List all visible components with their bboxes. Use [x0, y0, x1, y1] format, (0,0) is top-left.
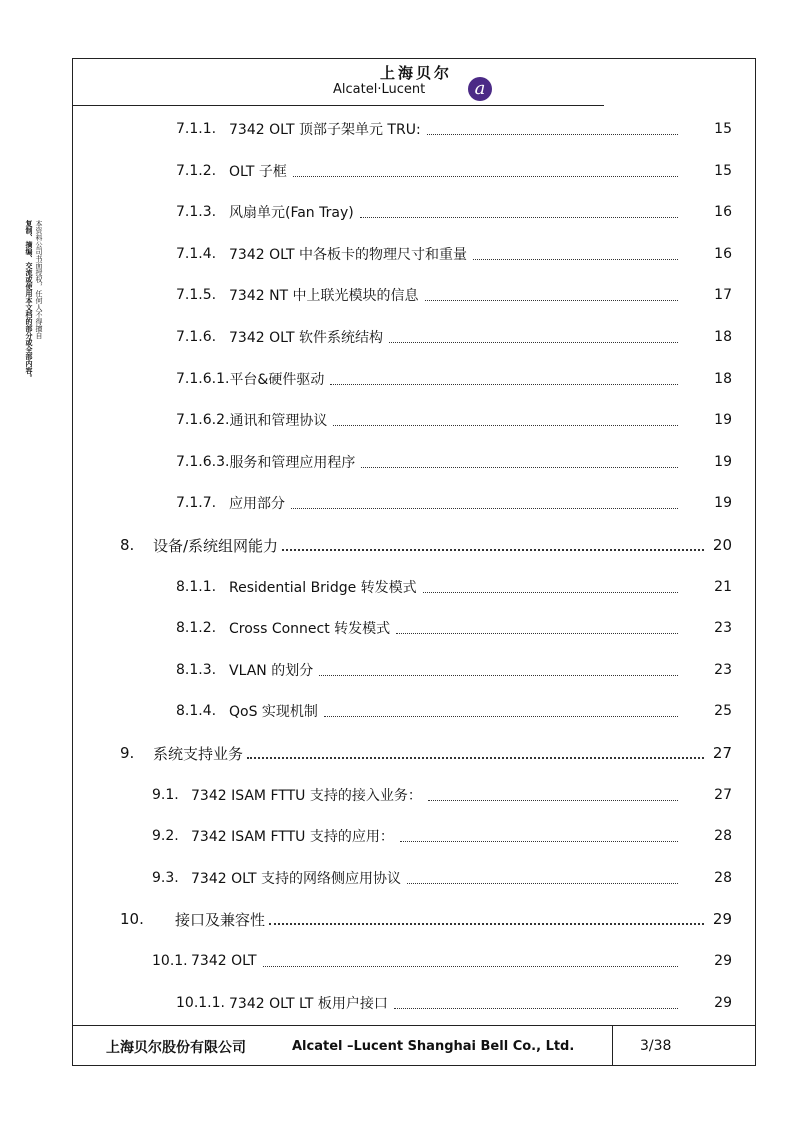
toc-leader-dots [425, 290, 678, 301]
toc-leader-dots [427, 124, 678, 135]
toc-leader-dots [400, 831, 678, 842]
toc-page-number: 28 [714, 828, 732, 844]
toc-number: 9. [120, 744, 135, 762]
toc-leader-dots [428, 790, 678, 801]
company-logo [330, 60, 500, 106]
toc-number: 7.1.6. [176, 329, 217, 345]
footer-separator [612, 1025, 613, 1066]
toc-leader-dots [263, 956, 678, 967]
toc-entry[interactable] [152, 784, 732, 806]
toc-entry[interactable] [176, 451, 732, 473]
toc-page-number: 17 [714, 287, 732, 303]
toc-entry[interactable] [176, 659, 732, 681]
footer-page-number: 3/38 [640, 1038, 672, 1054]
toc-page-number: 18 [714, 371, 732, 387]
toc-entry[interactable] [120, 908, 732, 930]
toc-page-number: 19 [714, 412, 732, 428]
toc-leader-dots [394, 998, 678, 1009]
toc-leader-dots [324, 706, 678, 717]
toc-number: 7.1.6.2. [176, 412, 230, 428]
toc-title: 系统支持业务 [153, 744, 244, 763]
toc-page-number: 29 [712, 910, 732, 928]
logo-chinese-text: 上海贝尔 [380, 64, 453, 82]
toc-entry[interactable] [176, 243, 732, 265]
toc-title: Residential Bridge 转发模式 [229, 580, 417, 596]
toc-title: QoS 实现机制 [229, 704, 318, 720]
toc-title: 通讯和管理协议 [229, 413, 328, 429]
toc-title: 7342 ISAM FTTU 支持的接入业务： [191, 788, 422, 804]
toc-leader-dots [282, 539, 704, 551]
toc-number: 10.1. [152, 953, 188, 969]
toc-number: 10. [120, 910, 144, 928]
toc-entry[interactable] [176, 617, 732, 639]
toc-title: 平台&硬件驱动 [229, 372, 325, 388]
toc-entry[interactable] [176, 118, 732, 140]
toc-entry[interactable] [176, 576, 732, 598]
toc-page-number: 27 [712, 744, 732, 762]
toc-page-number: 25 [714, 703, 732, 719]
toc-title: 7342 OLT 顶部子架单元 TRU: [229, 122, 421, 138]
toc-number: 7.1.2. [176, 163, 217, 179]
toc-leader-dots [291, 498, 678, 509]
footer-company-chinese: 上海贝尔股份有限公司 [106, 1040, 246, 1056]
toc-title: VLAN 的划分 [229, 663, 314, 679]
toc-entry[interactable] [176, 284, 732, 306]
logo-english-text: Alcatel·Lucent [333, 82, 426, 97]
toc-title: OLT 子框 [229, 164, 287, 180]
toc-entry[interactable] [120, 742, 732, 764]
toc-title: 接口及兼容性 [175, 910, 266, 929]
toc-title: Cross Connect 转发模式 [229, 621, 391, 637]
toc-entry[interactable] [152, 950, 732, 972]
toc-leader-dots [389, 332, 678, 343]
toc-page-number: 23 [714, 620, 732, 636]
toc-number: 10.1.1. [176, 995, 225, 1011]
toc-entry[interactable] [176, 409, 732, 431]
toc-page-number: 29 [714, 953, 732, 969]
toc-number: 7.1.1. [176, 121, 217, 137]
toc-number: 7.1.5. [176, 287, 217, 303]
toc-entry[interactable] [176, 368, 732, 390]
toc-page-number: 19 [714, 495, 732, 511]
toc-number: 7.1.4. [176, 246, 217, 262]
toc-title: 7342 OLT 支持的网络侧应用协议 [191, 871, 401, 887]
toc-page-number: 23 [714, 662, 732, 678]
toc-title: 风扇单元(Fan Tray) [229, 205, 354, 221]
toc-page-number: 19 [714, 454, 732, 470]
toc-leader-dots [247, 747, 704, 759]
toc-leader-dots [333, 415, 678, 426]
toc-number: 8.1.1. [176, 579, 217, 595]
toc-leader-dots [473, 249, 678, 260]
toc-entry[interactable] [176, 992, 732, 1014]
toc-title: 7342 OLT 中各板卡的物理尺寸和重量 [229, 247, 467, 263]
toc-page-number: 29 [714, 995, 732, 1011]
toc-number: 7.1.6.3. [176, 454, 230, 470]
toc-number: 8.1.3. [176, 662, 217, 678]
toc-page-number: 28 [714, 870, 732, 886]
side-note-line-1: 本资料公司书面授权，任何人不得擅自 [35, 220, 43, 339]
toc-number: 9.2. [152, 828, 179, 844]
toc-leader-dots [269, 913, 704, 925]
footer-divider [72, 1025, 756, 1026]
toc-title: 服务和管理应用程序 [229, 455, 356, 471]
toc-title: 7342 OLT 软件系统结构 [229, 330, 383, 346]
toc-page-number: 15 [714, 163, 732, 179]
toc-title: 7342 OLT LT 板用户接口 [229, 996, 388, 1012]
toc-entry[interactable] [176, 700, 732, 722]
toc-entry[interactable] [176, 326, 732, 348]
toc-leader-dots [319, 665, 678, 676]
toc-leader-dots [361, 457, 678, 468]
side-note-line-2: 复制、摘编、交流或使用本文档的部分或全部内容。 [25, 220, 33, 381]
toc-entry[interactable] [176, 160, 732, 182]
toc-page-number: 16 [714, 204, 732, 220]
toc-entry[interactable] [176, 201, 732, 223]
toc-leader-dots [330, 374, 678, 385]
toc-leader-dots [360, 207, 678, 218]
toc-page-number: 15 [714, 121, 732, 137]
toc-number: 8.1.4. [176, 703, 217, 719]
toc-entry[interactable] [176, 492, 732, 514]
toc-page-number: 21 [714, 579, 732, 595]
toc-title: 应用部分 [229, 496, 285, 512]
toc-page-number: 18 [714, 329, 732, 345]
toc-leader-dots [396, 623, 678, 634]
toc-page-number: 20 [712, 536, 732, 554]
toc-number: 7.1.6.1. [176, 371, 230, 387]
toc-number: 7.1.3. [176, 204, 217, 220]
toc-entry[interactable] [120, 534, 732, 556]
toc-number: 9.3. [152, 870, 179, 886]
toc-leader-dots [423, 582, 678, 593]
toc-number: 8. [120, 536, 135, 554]
logo-badge-icon: a [468, 77, 492, 101]
toc-number: 8.1.2. [176, 620, 217, 636]
toc-title: 7342 OLT [191, 953, 257, 969]
toc-title: 7342 ISAM FTTU 支持的应用： [191, 829, 394, 845]
toc-leader-dots [407, 873, 678, 884]
toc-title: 7342 NT 中上联光模块的信息 [229, 288, 419, 304]
toc-title: 设备/系统组网能力 [153, 536, 279, 555]
toc-leader-dots [293, 166, 678, 177]
toc-number: 7.1.7. [176, 495, 217, 511]
toc-number: 9.1. [152, 787, 179, 803]
footer-company-english: Alcatel –Lucent Shanghai Bell Co., Ltd. [292, 1039, 575, 1054]
toc-entry[interactable] [152, 825, 732, 847]
toc-page-number: 16 [714, 246, 732, 262]
side-confidentiality-note [24, 220, 44, 381]
toc-page-number: 27 [714, 787, 732, 803]
toc-entry[interactable] [152, 867, 732, 889]
